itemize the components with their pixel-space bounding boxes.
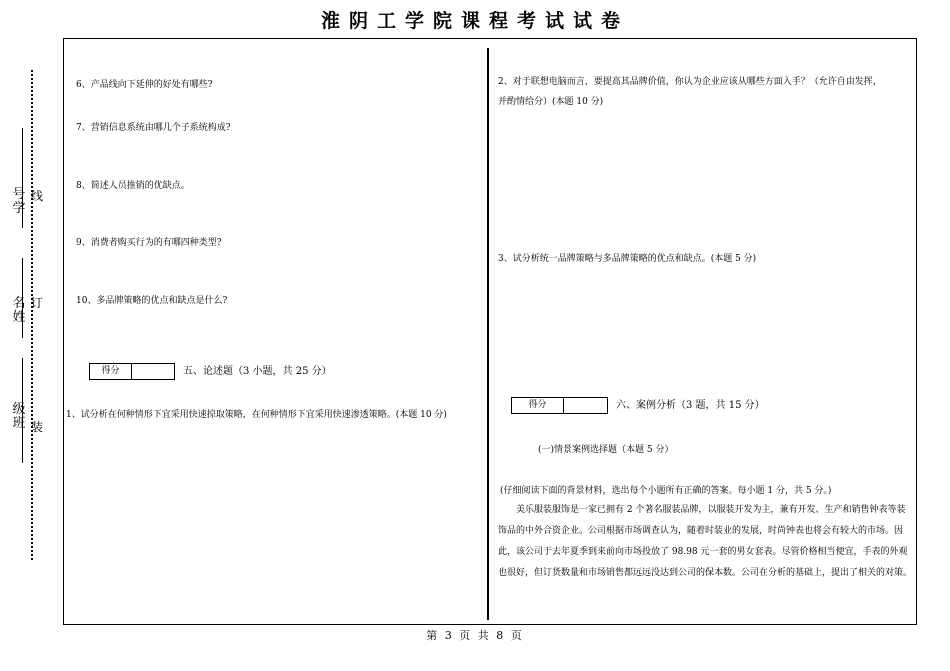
question-9: 9、消费者购买行为的有哪四种类型?	[76, 238, 222, 248]
section5-title: 五、论述题（3 小题，共 25 分）	[183, 366, 332, 377]
binding-fold-label: 装	[30, 420, 43, 434]
question-10: 10、多品牌策略的优点和缺点是什么?	[76, 296, 228, 306]
margin-student-id-label: 号学	[12, 187, 26, 216]
section6-title: 六、案例分析（3 题，共 15 分）	[616, 400, 765, 411]
case-instructions: (仔细阅读下面的背景材料，选出每个小题所有正确的答案。每小题 1 分，共 5 分。)	[500, 486, 832, 496]
subsection-title: (一)情景案例选择题（本题 5 分）	[538, 445, 674, 455]
score-box-section5	[89, 363, 175, 380]
question-7: 7、营销信息系统由哪几个子系统构成?	[76, 123, 231, 133]
question-6: 6、产品线向下延伸的好处有哪些?	[76, 80, 213, 90]
binding-dotted-line	[31, 70, 33, 560]
essay-question-3: 3、试分析统一品牌策略与多品牌策略的优点和缺点。(本题 5 分)	[498, 254, 757, 264]
column-divider	[487, 48, 489, 620]
essay-question-1: 1、试分析在何种情形下宜采用快速掠取策略，在何种情形下宜采用快速渗透策略。(本题 10 分)	[66, 410, 447, 420]
score-label: 得分	[512, 398, 564, 413]
essay-question-2	[498, 72, 882, 112]
margin-name-label: 名姓	[12, 296, 26, 325]
case-background-text: 美乐服装服饰是一家已拥有 2 个著名服装品牌，以服装开发为主，兼有开发、生产和销售钟表等装饰品的中外合资企业。公司根据市场调查认为，随着时装业的发展，时尚钟表也将会有较大的市场。因此，该公司于去年夏季到来前向市场投放了 98.98 元一套的男女套表。尽管价格相当便宜，手表的外观也很好，但订货数量和市场销售都远远没达到公司的保本数。公司在分析的基础上，提出了相关的对策。	[498, 505, 913, 578]
binding-line-label: 线	[30, 189, 43, 203]
score-box-section6	[511, 397, 608, 414]
page-title: 淮阴工学院课程考试试卷	[320, 10, 629, 32]
score-label: 得分	[90, 364, 132, 379]
essay-question-2-line1: 2、对于联想电脑而言，要提高其品牌价值，你认为企业应该从哪些方面入手？（允许自由发挥，	[498, 77, 882, 87]
question-8: 8、简述人员推销的优缺点。	[76, 181, 190, 191]
score-entry[interactable]	[132, 364, 174, 379]
binding-staple-label: 订	[30, 296, 43, 310]
essay-question-2-line2: 并酌情给分）(本题 10 分)	[498, 97, 604, 107]
score-entry[interactable]	[564, 398, 607, 413]
margin-class-label: 级班	[12, 402, 26, 431]
page-number: 第 3 页 共 8 页	[426, 629, 524, 642]
